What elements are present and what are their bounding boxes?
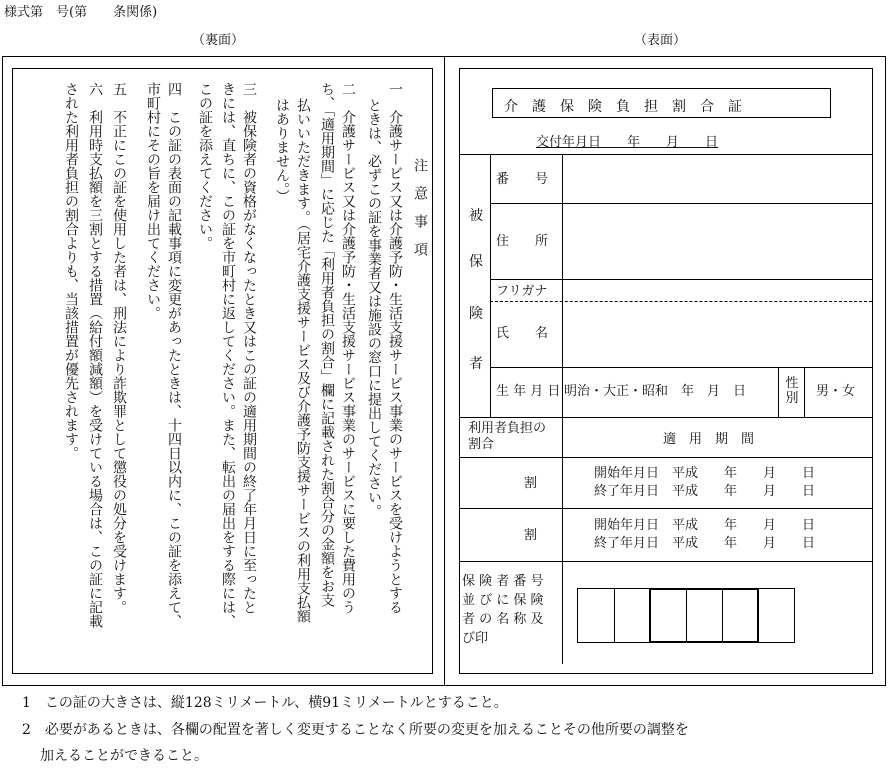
back-label: （裏面） — [192, 33, 245, 48]
insured-label-4: 者 — [469, 356, 483, 372]
insured-label-3: 険 — [469, 306, 483, 322]
period-2-start: 開始年月日 平成 年 月 日 — [594, 518, 816, 533]
note-column: 市町村にその旨を届け出てください。 — [145, 82, 161, 320]
insurer-line-2: 並 び に 保 険 — [462, 593, 544, 608]
period-1-start: 開始年月日 平成 年 月 日 — [594, 466, 816, 481]
birth-value: 明治・大正・昭和 年 月 日 — [564, 384, 747, 399]
name-label: 氏 名 — [496, 326, 549, 341]
birth-label: 生 年 月 日 — [496, 384, 561, 399]
note-column: ち、「適用期間」に応じた「利用者負担の割合」欄に記載された割合分の金額をお支 — [319, 82, 335, 607]
form-label: 様式第 号(第 条関係) — [4, 5, 158, 20]
number-label: 番 号 — [496, 172, 549, 187]
note-column: きには、直ちに、この証を市町村に返してください。また、転出の届出をする際には、 — [220, 82, 236, 628]
note-column: 四 この証の表面の記載事項に変更があったときは、十四日以内に、この証を添えて、 — [166, 82, 182, 628]
note-column: この証を添えてください。 — [197, 82, 213, 250]
note-column: された利用者負担の割合よりも、当該措置が優先されます。 — [63, 82, 79, 460]
note-column: 二 介護サービス又は介護予防・生活支援サービス事業のサービスに要した費用のう — [340, 82, 356, 614]
front-label: （表面） — [634, 33, 687, 48]
card-divider — [444, 56, 445, 686]
insured-label-2: 保 — [469, 254, 483, 270]
period-2-end: 終了年月日 平成 年 月 日 — [594, 536, 816, 551]
period-1-end: 終了年月日 平成 年 月 日 — [594, 484, 816, 499]
issue-date: 交付年月日 年 月 日 — [536, 135, 719, 150]
insurer-line-1: 保 険 者 番 号 — [462, 574, 544, 589]
footnote-1: 1 この証の大きさは、縦128ミリメートル、横91ミリメートルとすること。 — [22, 695, 508, 711]
insurer-number-boxes-center — [649, 588, 759, 643]
ratio-1: 割 — [524, 476, 538, 491]
back-title: 注 意 事 項 — [412, 158, 428, 256]
footnote-3: 加えることができること。 — [40, 748, 208, 764]
note-column: はありません。） — [274, 98, 290, 203]
sex-label: 性別 — [785, 376, 799, 406]
ratio-2: 割 — [524, 528, 538, 543]
ratio-label: 利用者負担の割合 — [468, 421, 547, 452]
insurer-line-4: び印 — [462, 631, 489, 646]
note-column: 六 利用時支払額を三割とする措置（給付額減額）を受けている場合は、この証に記載 — [87, 82, 103, 628]
insured-label-1: 被 — [469, 208, 483, 224]
note-column: ときは、必ずこの証を事業者又は施設の窓口に提出してください。 — [366, 98, 382, 518]
note-column: 五 不正にこの証を使用した者は、刑法により詐欺罪として懲役の処分を受けます。 — [111, 82, 127, 614]
note-column: 一 介護サービス又は介護予防・生活支援サービス事業のサービスを受けようとする — [387, 82, 403, 614]
sex-value: 男・女 — [816, 384, 856, 399]
insurer-line-3: 者 の 名 称 及 — [462, 612, 544, 627]
front-side — [459, 68, 873, 674]
note-column: 三 被保険者の資格がなくなったとき又はこの証の適用期間の終了年月日に至ったと — [241, 82, 257, 614]
card-title: 介 護 保 険 負 担 割 合 証 — [504, 99, 742, 115]
period-label: 適 用 期 間 — [663, 432, 755, 447]
furigana-label: フリガナ — [496, 284, 548, 299]
footnote-2: 2 必要があるときは、各欄の配置を著しく変更することなく所要の変更を加えることその他所要の調整を — [22, 722, 689, 738]
note-column: 払いいただきます。（居宅介護支援サービス及び介護予防支援サービスの利用支払額 — [295, 98, 311, 623]
address-label: 住 所 — [496, 234, 549, 249]
